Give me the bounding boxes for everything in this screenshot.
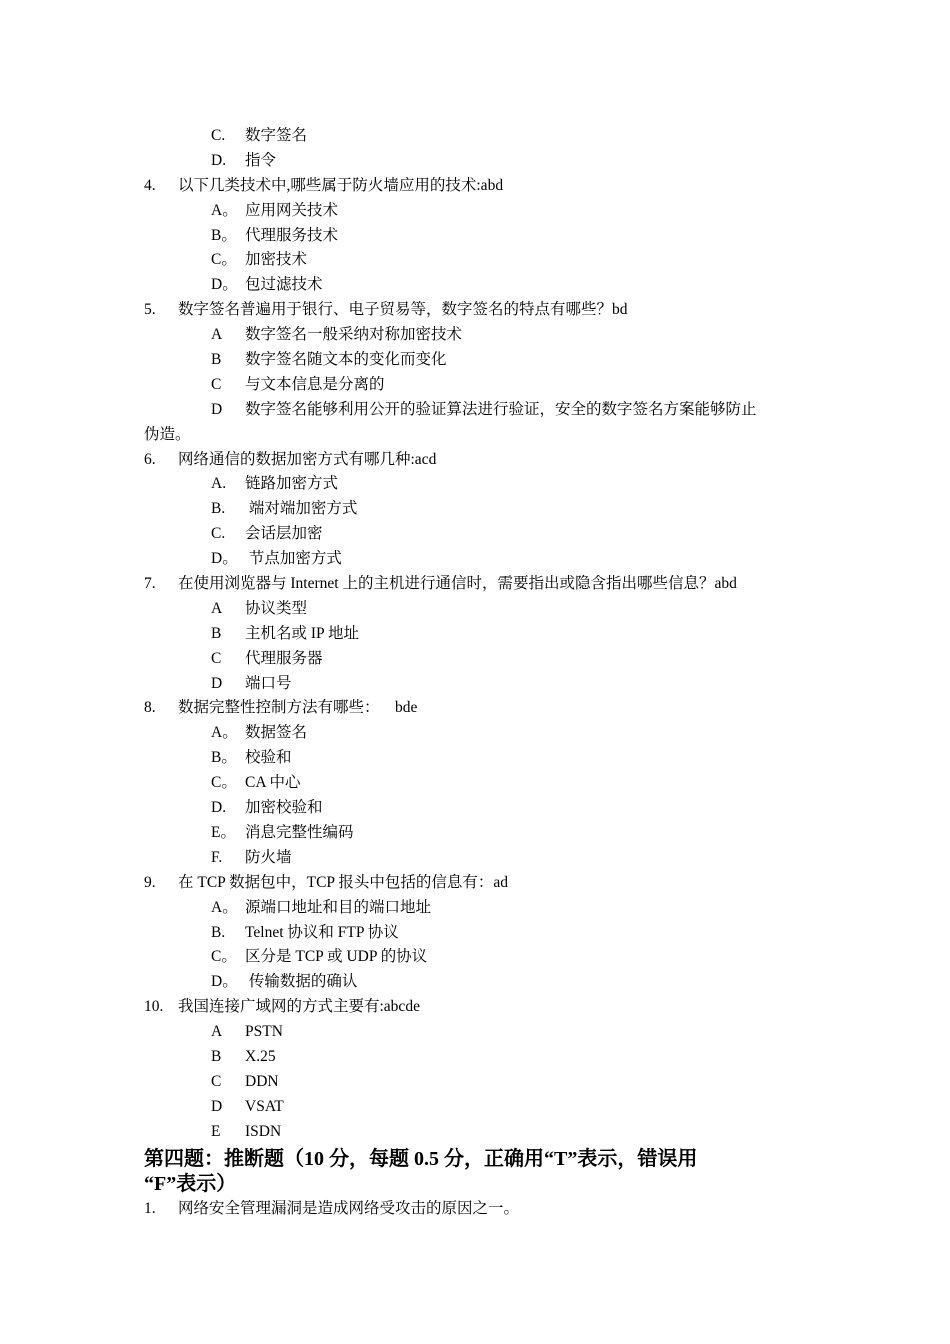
q10-option-e: E ISDN bbox=[211, 1122, 282, 1140]
q10-option-c: C DDN bbox=[211, 1072, 279, 1090]
question-8: 8. 数据完整性控制方法有哪些： bde bbox=[144, 699, 418, 717]
q10-option-b: B X.25 bbox=[211, 1047, 276, 1065]
section-4-heading-line-2: “F”表示） bbox=[144, 1172, 237, 1195]
q6-option-d: D。 节点加密方式 bbox=[211, 550, 342, 568]
q4-option-c: C。 加密技术 bbox=[211, 251, 308, 269]
q8-option-a: A。 数据签名 bbox=[211, 724, 308, 742]
document-content bbox=[144, 124, 808, 1221]
q7-option-a: A 协议类型 bbox=[211, 599, 308, 617]
q4-option-b: B。 代理服务技术 bbox=[211, 226, 339, 244]
question-5: 5. 数字签名普遍用于银行、电子贸易等，数字签名的特点有哪些？bd bbox=[144, 301, 628, 319]
question-9: 9. 在 TCP 数据包中，TCP 报头中包括的信息有：ad bbox=[144, 873, 508, 891]
question-4: 4. 以下几类技术中,哪些属于防火墙应用的技术:abd bbox=[144, 176, 504, 194]
question-6: 6. 网络通信的数据加密方式有哪几种:acd bbox=[144, 450, 437, 468]
q5-option-c: C 与文本信息是分离的 bbox=[211, 375, 385, 393]
q5-option-d: D 数字签名能够利用公开的验证算法进行验证，安全的数字签名方案能够防止 bbox=[211, 400, 757, 418]
q8-option-b: B。 校验和 bbox=[211, 749, 292, 767]
q8-option-c: C。 CA 中心 bbox=[211, 774, 301, 792]
q10-option-a: A PSTN bbox=[211, 1023, 283, 1041]
q6-option-b: B. 端对端加密方式 bbox=[211, 500, 358, 518]
q6-option-c: C. 会话层加密 bbox=[211, 525, 323, 543]
q9-option-b: B. Telnet 协议和 FTP 协议 bbox=[211, 923, 399, 941]
q8-option-e: E。 消息完整性编码 bbox=[211, 823, 354, 841]
q9-option-d: D。 传输数据的确认 bbox=[211, 973, 358, 991]
question-7: 7. 在使用浏览器与 Internet 上的主机进行通信时，需要指出或隐含指出哪些信息？abd bbox=[144, 575, 737, 593]
q5-option-a: A 数字签名一般采纳对称加密技术 bbox=[211, 326, 463, 344]
question-10: 10. 我国连接广域网的方式主要有:abcde bbox=[144, 998, 420, 1016]
q4-option-d: D。 包过滤技术 bbox=[211, 276, 323, 294]
q8-option-d: D. 加密校验和 bbox=[211, 799, 323, 817]
q9-option-a: A。 源端口地址和目的端口地址 bbox=[211, 898, 432, 916]
q5-option-b: B 数字签名随文本的变化而变化 bbox=[211, 351, 447, 369]
q4-option-a: A。 应用网关技术 bbox=[211, 201, 339, 219]
q9-option-c: C。 区分是 TCP 或 UDP 的协议 bbox=[211, 948, 428, 966]
q7-option-d: D 端口号 bbox=[211, 674, 292, 692]
q10-option-d: D VSAT bbox=[211, 1097, 284, 1115]
q6-option-a: A. 链路加密方式 bbox=[211, 475, 339, 493]
q5-option-d-continuation: 伪造。 bbox=[144, 425, 191, 443]
section-4-heading bbox=[144, 1147, 808, 1197]
q7-option-c: C 代理服务器 bbox=[211, 649, 323, 667]
q3-option-c: C. 数字签名 bbox=[211, 127, 308, 144]
q7-option-b: B 主机名或 IP 地址 bbox=[211, 624, 359, 642]
judgment-item-1: 1. 网络安全管理漏洞是造成网络受攻击的原因之一。 bbox=[144, 1199, 520, 1217]
section-4-heading-line-1: 第四题：推断题（10 分，每题 0.5 分，正确用“T”表示，错误用 bbox=[144, 1147, 698, 1170]
q3-option-d: D. 指令 bbox=[211, 151, 277, 169]
q8-option-f: F. 防火墙 bbox=[211, 848, 292, 866]
